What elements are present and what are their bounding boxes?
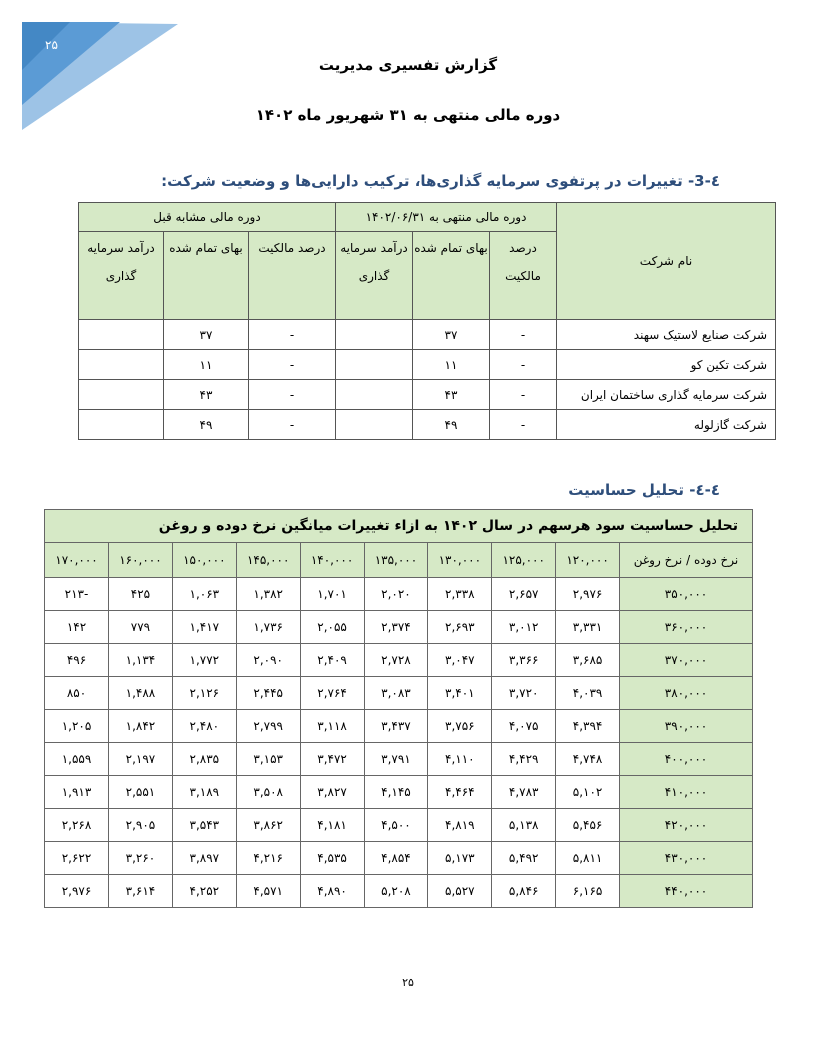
eps-value: ۲,۰۵۵	[300, 611, 364, 644]
table-row	[79, 380, 776, 410]
eps-value: ۱,۴۱۷	[172, 611, 236, 644]
eps-value: ۳,۷۹۱	[364, 743, 428, 776]
eps-value: ۲,۴۴۵	[236, 677, 300, 710]
cost-prior: ۴۹	[164, 410, 249, 440]
eps-value: ۲,۶۲۲	[45, 842, 109, 875]
eps-value: ۵,۱۳۸	[492, 809, 556, 842]
ownership-prior: -	[249, 350, 336, 380]
carbon-black-rate: ۳۶۰,۰۰۰	[620, 611, 753, 644]
carbon-black-rate: ۳۹۰,۰۰۰	[620, 710, 753, 743]
eps-value: ۴۲۵	[109, 578, 173, 611]
cost-current: ۴۳	[413, 380, 490, 410]
table-row	[79, 320, 776, 350]
eps-value: ۳,۵۴۳	[172, 809, 236, 842]
eps-value: ۱,۹۱۳	[45, 776, 109, 809]
eps-value: ۳,۱۸۹	[172, 776, 236, 809]
eps-value: ۲,۲۶۸	[45, 809, 109, 842]
oil-rate-header: ۱۴۵,۰۰۰	[236, 543, 300, 578]
eps-value: ۱,۲۰۵	[45, 710, 109, 743]
cost-prior: ۴۳	[164, 380, 249, 410]
eps-value: ۳,۲۶۰	[109, 842, 173, 875]
eps-value: -۲۱۳	[45, 578, 109, 611]
eps-value: ۱,۷۰۱	[300, 578, 364, 611]
eps-value: ۲,۹۷۶	[556, 578, 620, 611]
oil-rate-header: ۱۳۵,۰۰۰	[364, 543, 428, 578]
cost-prior: ۱۱	[164, 350, 249, 380]
income-current	[336, 410, 413, 440]
eps-value: ۵,۸۴۶	[492, 875, 556, 908]
cost-prior: ۳۷	[164, 320, 249, 350]
eps-value: ۳,۶۱۴	[109, 875, 173, 908]
eps-value: ۳,۷۲۰	[492, 677, 556, 710]
carbon-black-rate: ۳۷۰,۰۰۰	[620, 644, 753, 677]
income-current	[336, 380, 413, 410]
income-prior	[79, 380, 164, 410]
eps-value: ۵,۸۱۱	[556, 842, 620, 875]
oil-rate-header: ۱۵۰,۰۰۰	[172, 543, 236, 578]
section-sensitivity-title: ٤-٤- تحلیل حساسیت	[568, 481, 720, 499]
cost-header-prior: بهای تمام شده	[164, 232, 249, 320]
income-prior	[79, 350, 164, 380]
sensitivity-caption: تحلیل حساسیت سود هرسهم در سال ۱۴۰۲ به ازاء تغییرات میانگین نرخ دوده و روغن	[45, 510, 753, 543]
eps-value: ۴,۰۷۵	[492, 710, 556, 743]
eps-value: ۳,۸۹۷	[172, 842, 236, 875]
ownership-prior: -	[249, 380, 336, 410]
eps-value: ۱,۷۳۶	[236, 611, 300, 644]
eps-value: ۴,۸۹۰	[300, 875, 364, 908]
eps-value: ۱,۰۶۳	[172, 578, 236, 611]
table-row	[45, 578, 753, 611]
eps-value: ۲,۰۲۰	[364, 578, 428, 611]
company-name: شرکت تکین کو	[557, 350, 776, 380]
eps-value: ۴,۱۸۱	[300, 809, 364, 842]
eps-value: ۲,۴۰۹	[300, 644, 364, 677]
eps-value: ۶,۱۶۵	[556, 875, 620, 908]
carbon-black-rate: ۴۳۰,۰۰۰	[620, 842, 753, 875]
table-row	[79, 350, 776, 380]
company-name: شرکت صنایع لاستیک سهند	[557, 320, 776, 350]
eps-value: ۳,۱۵۳	[236, 743, 300, 776]
income-header-prior: درآمد سرمایه گذاری	[79, 232, 164, 320]
footer-page-number: ۲۵	[402, 976, 414, 989]
ownership-header-prior: درصد مالکیت	[249, 232, 336, 320]
table-row	[79, 410, 776, 440]
eps-value: ۴,۴۲۹	[492, 743, 556, 776]
eps-value: ۲,۱۲۶	[172, 677, 236, 710]
eps-value: ۴,۱۱۰	[428, 743, 492, 776]
table-row	[45, 644, 753, 677]
eps-value: ۳,۴۰۱	[428, 677, 492, 710]
eps-value: ۴,۵۳۵	[300, 842, 364, 875]
income-current	[336, 320, 413, 350]
income-prior	[79, 410, 164, 440]
eps-value: ۵,۱۷۳	[428, 842, 492, 875]
portfolio-table	[78, 202, 776, 440]
eps-value: ۳,۰۴۷	[428, 644, 492, 677]
ownership-current: -	[490, 380, 557, 410]
eps-value: ۵,۱۰۲	[556, 776, 620, 809]
eps-value: ۲,۹۷۶	[45, 875, 109, 908]
eps-value: ۲,۱۹۷	[109, 743, 173, 776]
eps-value: ۳,۳۶۶	[492, 644, 556, 677]
report-title: گزارش تفسیری مدیریت	[318, 56, 498, 74]
sensitivity-table	[44, 509, 753, 908]
table-row	[45, 743, 753, 776]
company-name: شرکت گازلوله	[557, 410, 776, 440]
eps-value: ۱۴۲	[45, 611, 109, 644]
eps-value: ۳,۴۳۷	[364, 710, 428, 743]
eps-value: ۳,۶۸۵	[556, 644, 620, 677]
table-row	[45, 809, 753, 842]
prior-period-header: دوره مالی مشابه قبل	[79, 203, 336, 232]
eps-value: ۱,۸۴۲	[109, 710, 173, 743]
eps-value: ۳,۸۲۷	[300, 776, 364, 809]
eps-value: ۲,۹۰۵	[109, 809, 173, 842]
eps-value: ۳,۷۵۶	[428, 710, 492, 743]
table-row	[45, 842, 753, 875]
company-name: شرکت سرمایه گذاری ساختمان ایران	[557, 380, 776, 410]
eps-value: ۴,۷۴۸	[556, 743, 620, 776]
eps-value: ۳,۳۳۱	[556, 611, 620, 644]
carbon-black-rate: ۴۱۰,۰۰۰	[620, 776, 753, 809]
eps-value: ۳,۱۱۸	[300, 710, 364, 743]
income-header-current: درآمد سرمایه گذاری	[336, 232, 413, 320]
ownership-prior: -	[249, 410, 336, 440]
table-row	[45, 776, 753, 809]
oil-rate-header: ۱۶۰,۰۰۰	[109, 543, 173, 578]
eps-value: ۴,۸۵۴	[364, 842, 428, 875]
eps-value: ۵,۴۹۲	[492, 842, 556, 875]
eps-value: ۲,۳۳۸	[428, 578, 492, 611]
eps-value: ۲,۷۶۴	[300, 677, 364, 710]
eps-value: ۲,۶۵۷	[492, 578, 556, 611]
eps-value: ۳,۵۰۸	[236, 776, 300, 809]
ownership-current: -	[490, 320, 557, 350]
eps-value: ۴,۷۸۳	[492, 776, 556, 809]
eps-value: ۲,۷۹۹	[236, 710, 300, 743]
eps-value: ۴,۳۹۴	[556, 710, 620, 743]
eps-value: ۵,۵۲۷	[428, 875, 492, 908]
eps-value: ۴,۵۷۱	[236, 875, 300, 908]
carbon-black-rate: ۴۲۰,۰۰۰	[620, 809, 753, 842]
rate-corner-header: نرخ دوده / نرخ روغن	[620, 543, 753, 578]
oil-rate-header: ۱۲۰,۰۰۰	[556, 543, 620, 578]
ownership-header-current: درصد مالکیت	[490, 232, 557, 320]
eps-value: ۲,۰۹۰	[236, 644, 300, 677]
eps-value: ۲,۷۲۸	[364, 644, 428, 677]
ownership-prior: -	[249, 320, 336, 350]
table-row	[45, 875, 753, 908]
oil-rate-header: ۱۲۵,۰۰۰	[492, 543, 556, 578]
table-row	[45, 611, 753, 644]
cost-current: ۱۱	[413, 350, 490, 380]
eps-value: ۵,۴۵۶	[556, 809, 620, 842]
cost-current: ۳۷	[413, 320, 490, 350]
income-prior	[79, 320, 164, 350]
eps-value: ۱,۴۸۸	[109, 677, 173, 710]
cost-current: ۴۹	[413, 410, 490, 440]
eps-value: ۱,۵۵۹	[45, 743, 109, 776]
oil-rate-header: ۱۳۰,۰۰۰	[428, 543, 492, 578]
ownership-current: -	[490, 410, 557, 440]
eps-value: ۸۵۰	[45, 677, 109, 710]
eps-value: ۲,۴۸۰	[172, 710, 236, 743]
section-portfolio-title: ٤-3- تغییرات در پرتفوی سرمایه گذاری‌ها، ترکیب دارایی‌ها و وضعیت شرکت:	[161, 172, 720, 190]
oil-rate-header: ۱۴۰,۰۰۰	[300, 543, 364, 578]
current-period-header: دوره مالی منتهی به ۱۴۰۲/۰۶/۳۱	[336, 203, 557, 232]
eps-value: ۴,۲۵۲	[172, 875, 236, 908]
eps-value: ۳,۴۷۲	[300, 743, 364, 776]
eps-value: ۱,۳۸۲	[236, 578, 300, 611]
table-row	[45, 677, 753, 710]
eps-value: ۲,۸۳۵	[172, 743, 236, 776]
eps-value: ۴۹۶	[45, 644, 109, 677]
eps-value: ۲,۵۵۱	[109, 776, 173, 809]
carbon-black-rate: ۳۸۰,۰۰۰	[620, 677, 753, 710]
eps-value: ۷۷۹	[109, 611, 173, 644]
eps-value: ۴,۰۳۹	[556, 677, 620, 710]
eps-value: ۲,۶۹۳	[428, 611, 492, 644]
table-row	[45, 710, 753, 743]
eps-value: ۴,۲۱۶	[236, 842, 300, 875]
carbon-black-rate: ۴۴۰,۰۰۰	[620, 875, 753, 908]
eps-value: ۴,۸۱۹	[428, 809, 492, 842]
eps-value: ۴,۴۶۴	[428, 776, 492, 809]
eps-value: ۳,۰۱۲	[492, 611, 556, 644]
eps-value: ۲,۳۷۴	[364, 611, 428, 644]
corner-page-number: ۲۵	[45, 38, 58, 52]
carbon-black-rate: ۳۵۰,۰۰۰	[620, 578, 753, 611]
eps-value: ۳,۰۸۳	[364, 677, 428, 710]
company-header: نام شرکت	[557, 203, 776, 320]
eps-value: ۳,۸۶۲	[236, 809, 300, 842]
oil-rate-header: ۱۷۰,۰۰۰	[45, 543, 109, 578]
income-current	[336, 350, 413, 380]
report-period: دوره مالی منتهی به ۳۱ شهریور ماه ۱۴۰۲	[255, 106, 561, 124]
eps-value: ۴,۱۴۵	[364, 776, 428, 809]
eps-value: ۱,۱۳۴	[109, 644, 173, 677]
carbon-black-rate: ۴۰۰,۰۰۰	[620, 743, 753, 776]
cost-header-current: بهای تمام شده	[413, 232, 490, 320]
ownership-current: -	[490, 350, 557, 380]
eps-value: ۱,۷۷۲	[172, 644, 236, 677]
eps-value: ۵,۲۰۸	[364, 875, 428, 908]
eps-value: ۴,۵۰۰	[364, 809, 428, 842]
